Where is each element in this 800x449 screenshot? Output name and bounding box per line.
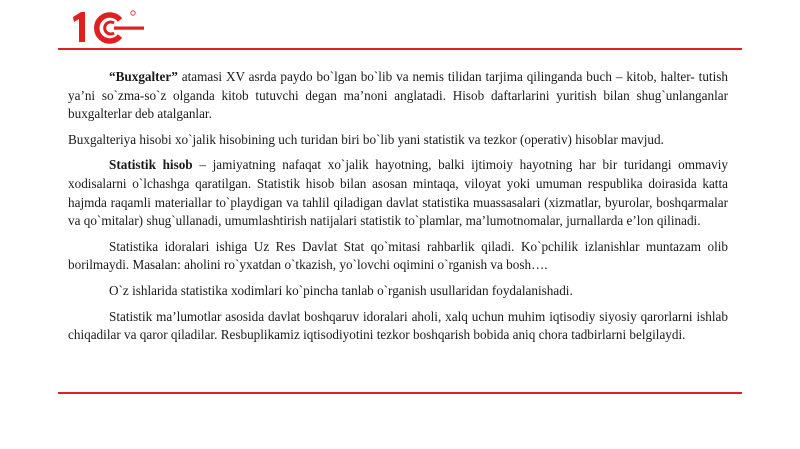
paragraph-buxgalter bbox=[68, 68, 728, 124]
document-body bbox=[68, 68, 728, 352]
paragraph-tanlab-organish: O`z ishlarida statistika xodimlari ko`pincha tanlab o`rganish usullaridan foydalanishadi. bbox=[109, 282, 573, 298]
paragraph-text: atamasi XV asrda paydo bo`lgan bo`lib va nemis tilidan tarjima qilinganda buch – kitob, halter- tutish ya’ni so`zma-so`z olganda kitob tutuvchi degan ma’noni anglatadi. Hisob daftarlarini yuritish bilan shug`unlanganlar buxgalterlar deb atalganlar. bbox=[68, 69, 728, 122]
paragraph-statistik-malumotlar: Statistik ma’lumotlar asosida davlat boshqaruv idoralari aholi, xalq uchun muhim iqtisodiy siyosiy qarorlarni ishlab chiqadilar va qaror qiladilar. Resbuplikamiz iqtisodiyotini tezkor boshqarish bobida aniq chora tadbirlarni belgilaydi. bbox=[68, 308, 728, 343]
term-buxgalter: “Buxgalter” bbox=[109, 69, 178, 84]
1c-logo bbox=[70, 8, 150, 44]
paragraph-text: – jamiyatning nafaqat xo`jalik hayotning, balki ijtimoiy hayotning har bir turidangi ommaviy xodisalarni o`lchashga qaratilgan. Statistik hisob bilan asosan mintaqa, viloyat yoki umuman respublika doirasida katta hajmda raqamli materiallar to`playdigan va tahlil qiladigan davlat statistika muassasalari (xizmatlar, byurolar, boshqarmalar va qo`mitalar) shug`ullanadi, umumlashtirish natijalari statistik to`plamlar, ma’lumotnomalar, jurnallarda e’lon qilinadi. bbox=[68, 157, 728, 229]
term-statistik-hisob: Statistik hisob bbox=[109, 157, 193, 173]
paragraph-statistika-idoralari: Statistika idoralari ishiga Uz Res Davlat Stat qo`mitasi rahbarlik qiladi. Ko`pchilik izlanishlar muntazam olib borilmaydi. Masalan: aholini ro`yxatdan o`tkazish, yo`lovchi oqimini o`rganish va bosh…. bbox=[68, 238, 728, 273]
paragraph-statistik-hisob bbox=[68, 156, 728, 230]
top-red-rule bbox=[58, 48, 742, 50]
bottom-red-rule bbox=[58, 392, 742, 394]
paragraph-buxgalteriya: Buxgalteriya hisobi xo`jalik hisobining uch turidan biri bo`lib yani statistik va tezkor (operativ) hisoblar mavjud. bbox=[68, 131, 664, 147]
